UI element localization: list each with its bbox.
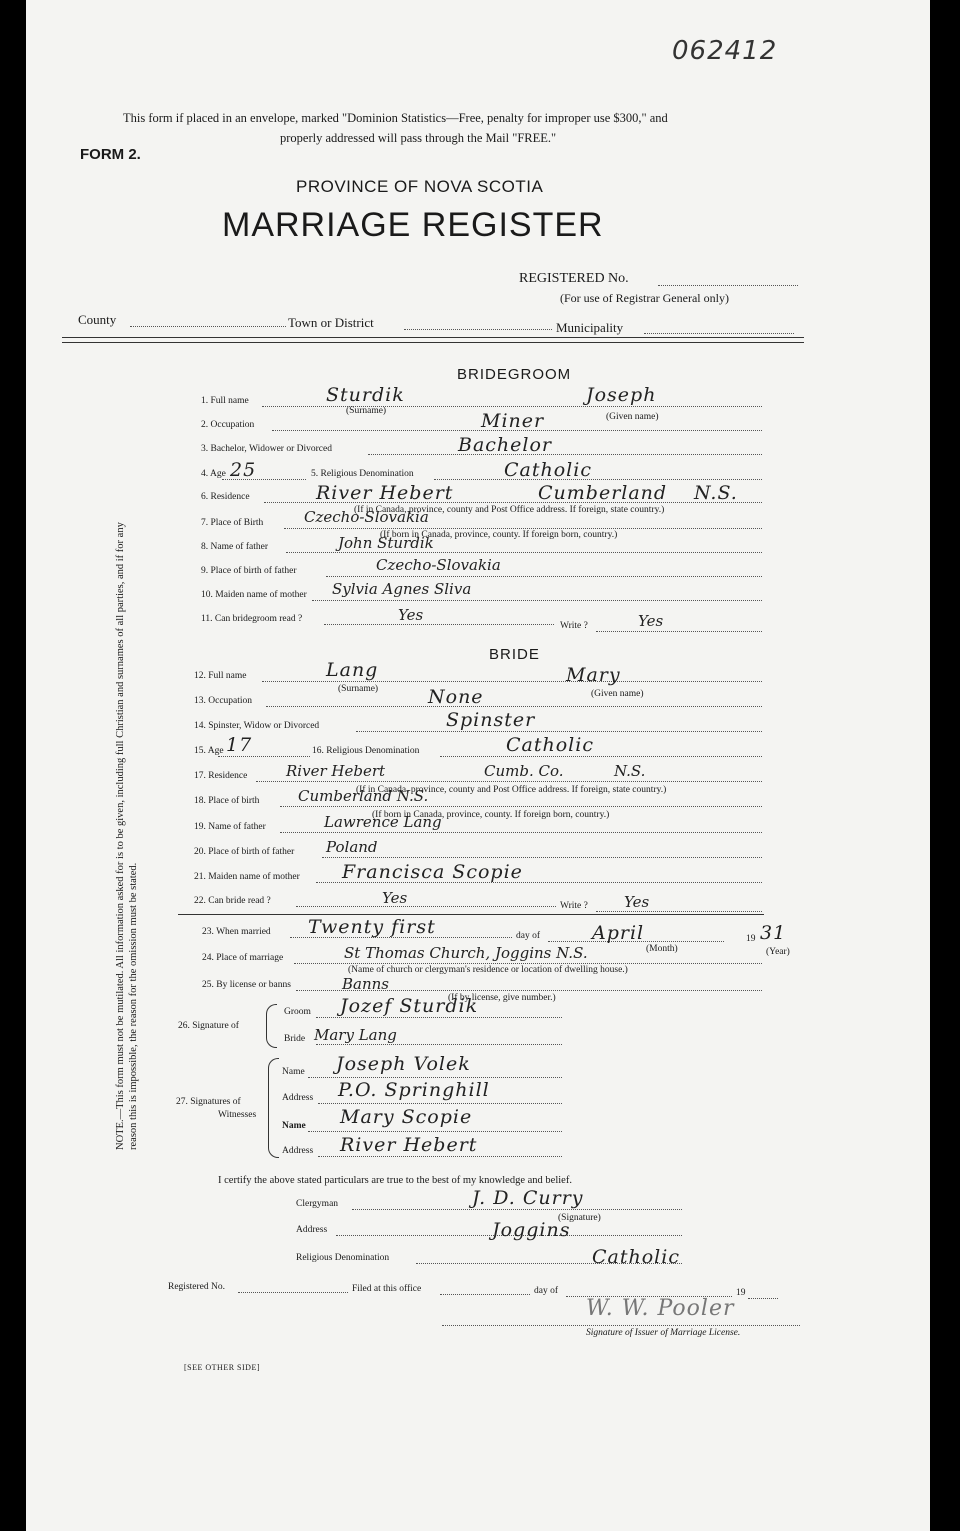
bride-religion: Catholic [506,734,594,756]
groom-religion-label: 5. Religious Denomination [311,469,414,479]
day-of-label: day of [516,931,541,941]
bride-birthplace-note: (If born in Canada, province, county. If foreign born, country.) [372,810,610,820]
bride-sig-label: Bride [284,1034,306,1044]
bride-full-name-label: 12. Full name [194,671,247,681]
place-of-marriage-label: 24. Place of marriage [202,953,284,963]
clergy-religion: Catholic [592,1246,680,1268]
groom-sig-label: Groom [284,1007,311,1017]
groom-read: Yes [398,606,424,624]
bride-father: Lawrence Lang [324,813,442,831]
bride-birthplace-label: 18. Place of birth [194,796,260,806]
form-number: FORM 2. [80,146,141,163]
bride-residence-note: (If in Canada, province, county and Post Office address. If foreign, state country.) [356,785,667,795]
witness1-address-label: Address [282,1093,314,1103]
witnesses-label: 27. Signatures of [176,1097,241,1107]
month-caption: (Month) [646,944,678,954]
clergyman-signature: J. D. Curry [472,1187,584,1209]
groom-father-birthplace: Czecho-Slovakia [376,556,501,574]
clergy-religion-label: Religious Denomination [296,1253,390,1263]
bride-surname: Lang [326,659,379,681]
bride-father-label: 19. Name of father [194,822,266,832]
groom-father-label: 8. Name of father [201,542,268,552]
bride-read: Yes [382,889,408,907]
bride-write-label: Write ? [560,901,588,911]
groom-signature: Jozef Sturdik [340,995,479,1017]
groom-residence-note: (If in Canada, province, county and Post Office address. If foreign, state country.) [354,505,665,515]
bride-status: Spinster [446,709,536,731]
witness1-address: P.O. Springhill [338,1079,490,1101]
groom-full-name-label: 1. Full name [201,396,249,406]
bride-mother-label: 21. Maiden name of mother [194,872,300,882]
license-value: Banns [342,975,389,993]
issuer-signature: W. W. Pooler [586,1296,735,1321]
bridegroom-heading: BRIDEGROOM [457,366,572,383]
groom-residence: River Hebert [316,482,454,504]
witnesses-label-2: Witnesses [218,1110,257,1120]
groom-mother: Sylvia Agnes Sliva [332,580,472,598]
groom-read-label: 11. Can bridegroom read ? [201,614,303,624]
certification-statement: I certify the above stated particulars are true to the best of my knowledge and belief. [218,1175,572,1186]
municipality-label: Municipality [556,320,624,335]
groom-surname-caption: (Surname) [346,406,387,416]
bride-father-birthplace: Poland [326,838,378,856]
issuer-caption: Signature of Issuer of Marriage License. [586,1328,741,1338]
registered-no-label: REGISTERED No. [519,271,629,286]
groom-birthplace-label: 7. Place of Birth [201,518,264,528]
witness2-name-label: Name [282,1121,306,1131]
groom-write-label: Write ? [560,621,588,631]
groom-age: 25 [230,459,257,481]
province-heading: PROVINCE OF NOVA SCOTIA [296,177,544,196]
bride-residence-province: N.S. [614,762,646,780]
license-note: (If by license, give number.) [448,993,556,1003]
page-title: MARRIAGE REGISTER [222,206,604,244]
see-other-side: [SEE OTHER SIDE] [184,1363,260,1372]
mail-notice-line1: This form if placed in an envelope, marked "Dominion Statistics—Free, penalty for improper use $300," and [123,111,668,125]
place-note: (Name of church or clergyman's residence or location of dwelling house.) [348,965,628,975]
bride-religion-label: 16. Religious Denomination [312,746,420,756]
when-married-label: 23. When married [202,927,271,937]
groom-father: John Sturdik [338,534,434,552]
bride-given-name: Mary [566,664,621,686]
groom-birthplace-note: (If born in Canada, province, county. If foreign born, country.) [380,530,618,540]
filed-label: Filed at this office [352,1284,422,1294]
groom-given-caption: (Given name) [606,412,659,422]
bride-age-label: 15. Age [194,746,224,756]
clergy-address: Joggins [492,1219,571,1241]
serial-number: 062412 [672,36,778,66]
groom-religion: Catholic [504,459,592,481]
footer-year-prefix: 19 [736,1288,746,1298]
license-label: 25. By license or banns [202,980,291,990]
witness1-name-label: Name [282,1067,305,1077]
groom-surname: Sturdik [326,384,405,406]
groom-residence-county: Cumberland [538,482,668,504]
bride-birthplace: Cumberland N.S. [298,787,429,805]
bride-read-label: 22. Can bride read ? [194,896,271,906]
marriage-register-form [26,0,930,1531]
marriage-month: April [592,922,645,944]
bride-residence: River Hebert [286,762,386,780]
clergy-address-label: Address [296,1225,328,1235]
signature-of-label: 26. Signature of [178,1021,239,1031]
bride-mother: Francisca Scopie [342,861,523,883]
bride-heading: BRIDE [489,646,540,663]
groom-residence-province: N.S. [694,482,738,504]
marriage-year: 31 [760,922,787,944]
groom-birthplace: Czecho-Slovakia [304,508,429,526]
groom-occupation: Miner [481,410,545,432]
groom-mother-label: 10. Maiden name of mother [201,590,307,600]
bride-given-caption: (Given name) [591,689,644,699]
bride-father-birthplace-label: 20. Place of birth of father [194,847,295,857]
mail-notice-line2: properly addressed will pass through the Mail "FREE." [280,131,557,145]
bride-residence-label: 17. Residence [194,771,248,781]
witness1-name: Joseph Volek [336,1053,471,1075]
marriage-place: St Thomas Church, Joggins N.S. [344,944,588,962]
bride-age: 17 [226,734,253,756]
groom-status: Bachelor [458,434,553,456]
footer-registered-label: Registered No. [168,1282,225,1292]
groom-given-name: Joseph [586,384,657,406]
side-note: NOTE.—This form must not be mutilated. All information asked for is to be given, including full Christian and surnames of all parties, and if for any reason this is impossible, the reason for the omission must be stated. [115,522,139,1150]
bride-occupation-label: 13. Occupation [194,696,253,706]
groom-write: Yes [638,612,664,630]
bride-occupation: None [428,686,484,708]
bride-signature: Mary Lang [314,1026,397,1044]
groom-status-label: 3. Bachelor, Widower or Divorced [201,444,332,454]
groom-residence-label: 6. Residence [201,492,250,502]
bride-residence-county: Cumb. Co. [484,762,564,780]
groom-occupation-label: 2. Occupation [201,420,255,430]
groom-father-birthplace-label: 9. Place of birth of father [201,566,297,576]
signature-caption: (Signature) [558,1213,601,1223]
year-caption: (Year) [766,947,790,957]
town-label: Town or District [288,315,374,330]
county-label: County [78,312,117,327]
year-prefix: 19 [746,934,756,944]
bride-status-label: 14. Spinster, Widow or Divorced [194,721,320,731]
bride-write: Yes [624,893,650,911]
footer-day-of-label: day of [534,1286,559,1296]
witness2-address: River Hebert [340,1134,478,1156]
groom-age-label: 4. Age [201,469,226,479]
bride-surname-caption: (Surname) [338,684,379,694]
witness2-address-label: Address [282,1146,314,1156]
witness2-name: Mary Scopie [340,1106,473,1128]
clergyman-label: Clergyman [296,1199,339,1209]
marriage-day: Twenty first [308,916,436,938]
registrar-note: (For use of Registrar General only) [560,291,729,305]
